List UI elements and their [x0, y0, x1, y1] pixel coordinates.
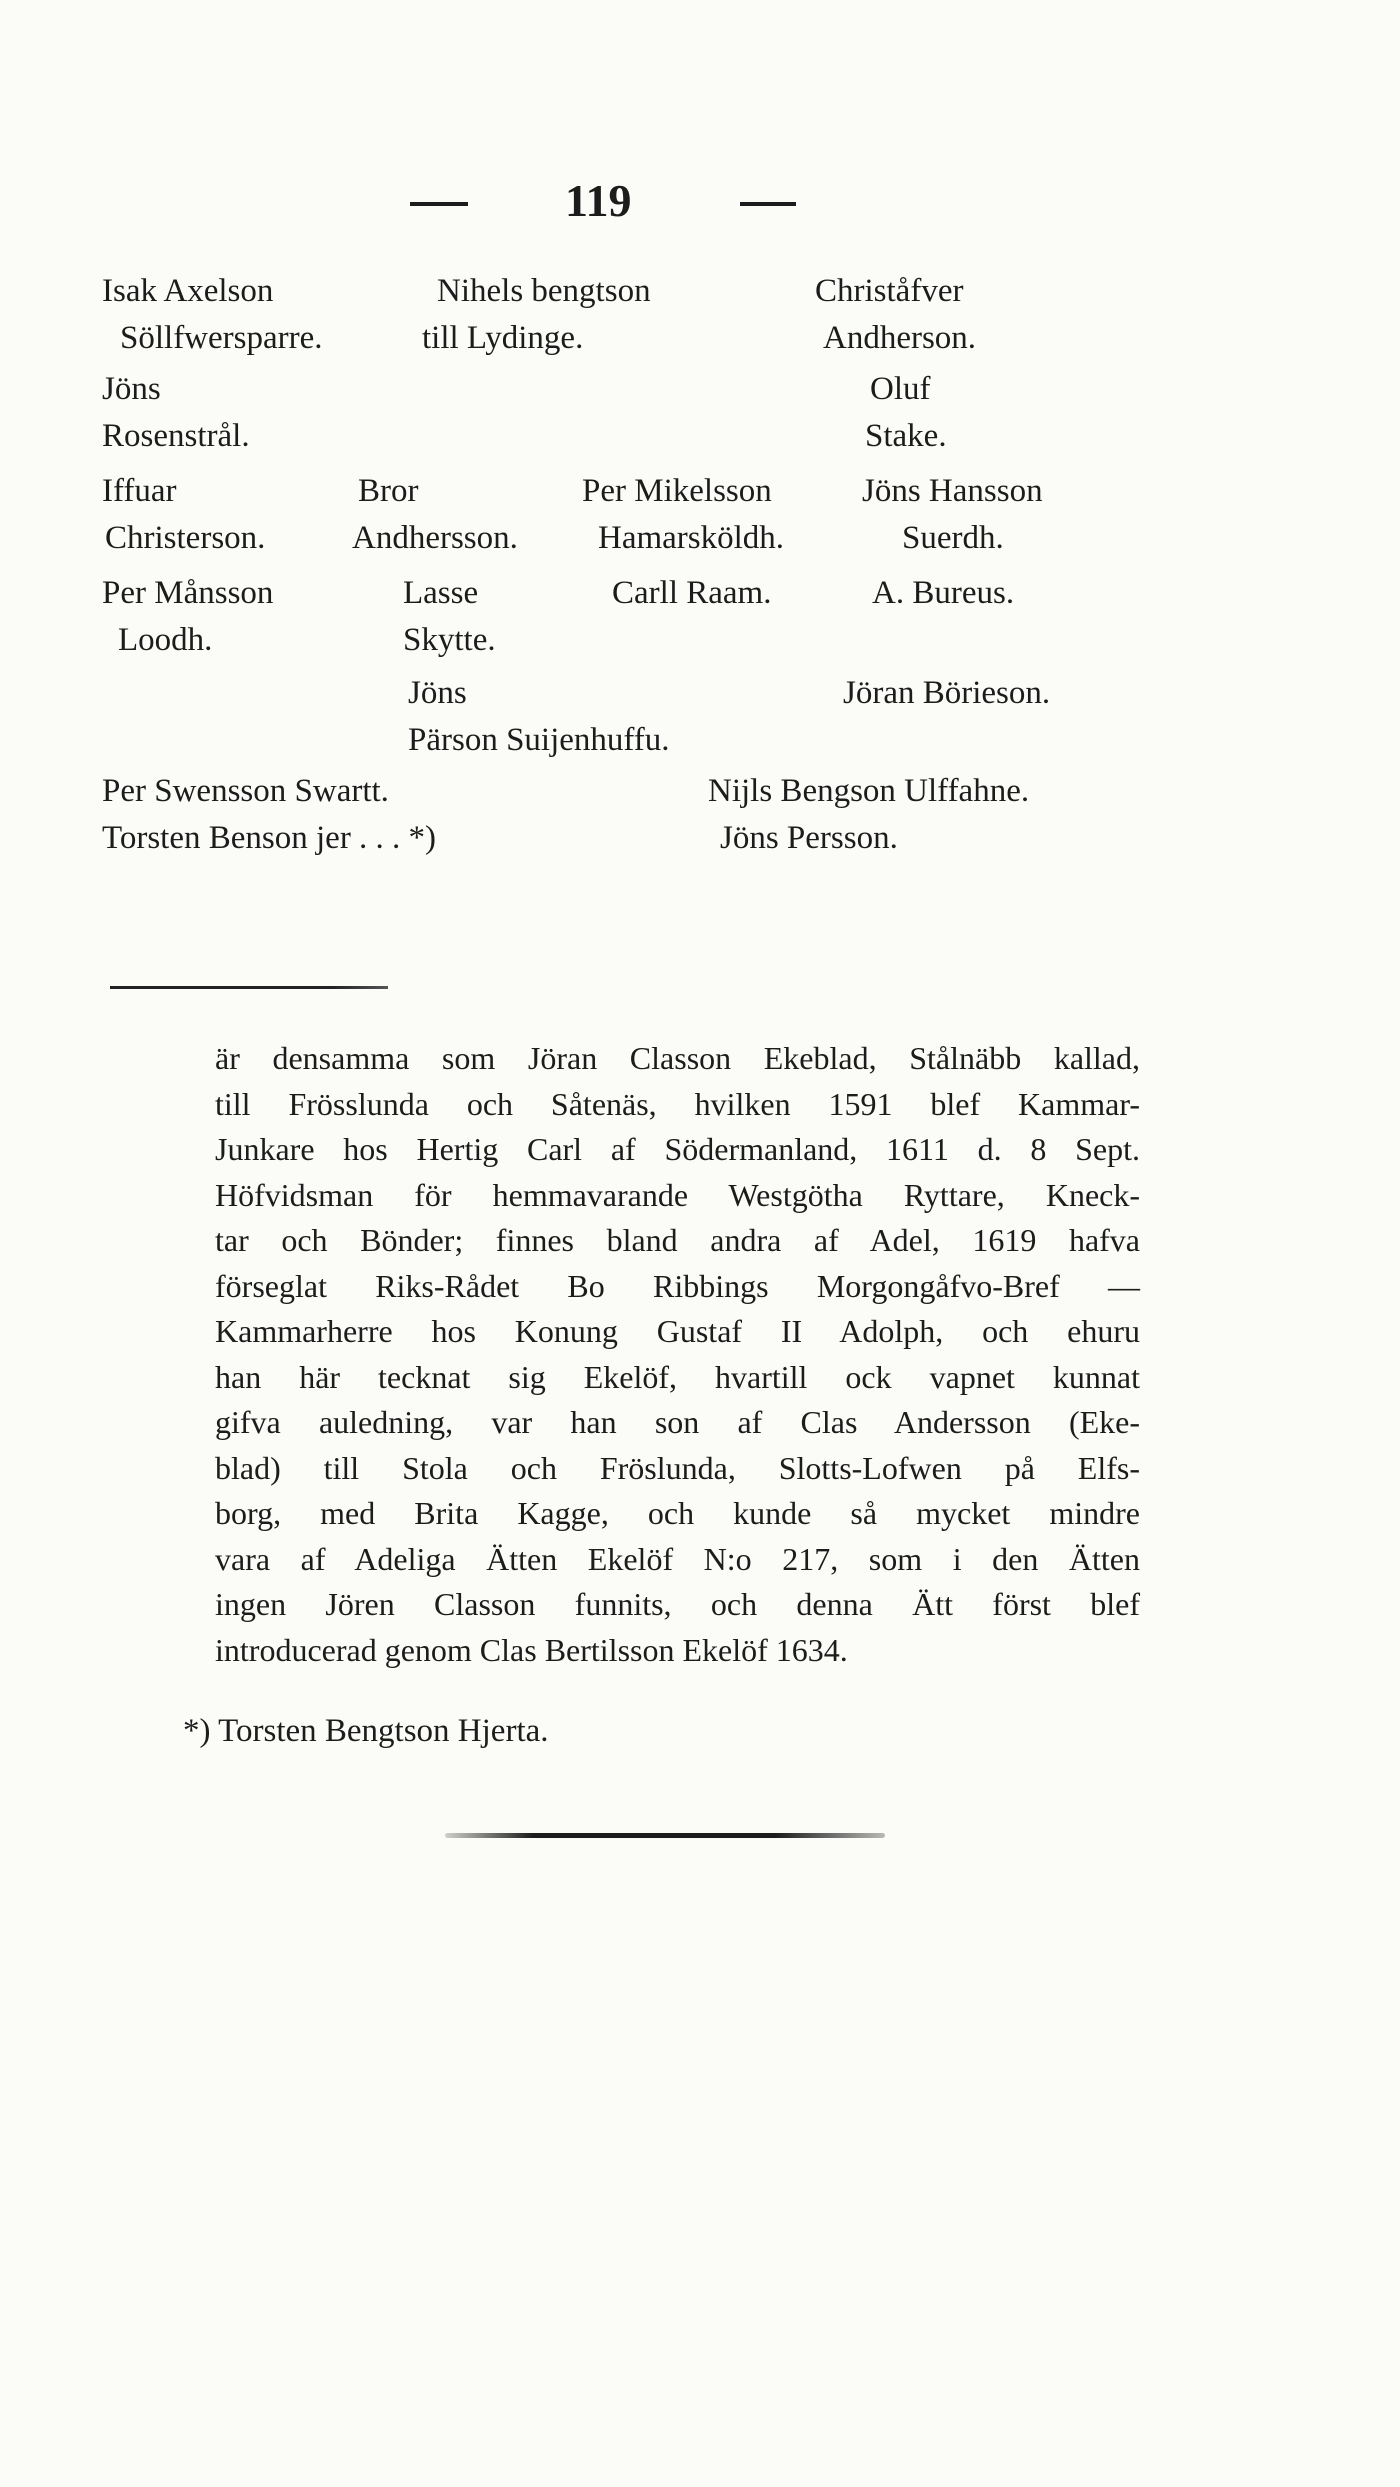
body-line: blad) till Stola och Fröslunda, Slotts-Lofwen på Elfs-	[215, 1449, 1140, 1486]
name-per-mansson-family: Loodh.	[118, 622, 213, 658]
name-torsten-benson: Torsten Benson jer . . . *)	[102, 820, 437, 856]
name-christafver-family: Andherson.	[823, 320, 977, 356]
name-niels: Nihels bengtson	[437, 273, 651, 309]
separator-rule-bottom	[445, 1833, 885, 1838]
name-lasse-family: Skytte.	[403, 622, 496, 658]
name-nijls-bengson: Nijls Bengson Ulffahne.	[708, 773, 1030, 809]
name-jons-hansson-family: Suerdh.	[902, 520, 1004, 556]
body-line: Höfvidsman för hemmavarande Westgötha Ryttare, Kneck-	[215, 1176, 1140, 1213]
name-iffuar: Iffuar	[102, 473, 177, 509]
page-number: 119	[565, 175, 632, 226]
body-line: gifva auledning, var han son af Clas Andersson (Eke-	[215, 1404, 1140, 1440]
name-per-mikelsson-family: Hamarsköldh.	[598, 520, 785, 556]
name-iffuar-family: Christerson.	[105, 520, 266, 556]
body-line: förseglat Riks-Rådet Bo Ribbings Morgongåfvo-Bref —	[215, 1267, 1140, 1304]
name-niels-place: till Lydinge.	[422, 320, 584, 356]
name-jons-hansson: Jöns Hansson	[862, 473, 1043, 509]
name-christafver: Christåfver	[815, 273, 964, 309]
name-isak-family: Söllfwersparre.	[120, 320, 323, 356]
name-jons-p: Jöns	[408, 675, 467, 711]
name-bror: Bror	[358, 473, 419, 509]
body-line: tar och Bönder; finnes bland andra af Adel, 1619 hafva	[215, 1222, 1140, 1258]
separator-rule-top	[110, 986, 388, 989]
header-dash-left	[410, 202, 468, 206]
body-line: han här tecknat sig Ekelöf, hvartill ock vapnet kunnat	[215, 1358, 1140, 1395]
name-joran-borieson: Jöran Börieson.	[843, 675, 1051, 711]
body-line: till Frösslunda och Såtenäs, hvilken 1591 blef Kammar-	[215, 1085, 1140, 1122]
body-line: introducerad genom Clas Bertilsson Ekelöf 1634.	[215, 1631, 848, 1668]
body-line: Kammarherre hos Konung Gustaf II Adolph, och ehuru	[215, 1313, 1140, 1349]
body-line: är densamma som Jöran Classon Ekeblad, Stålnäbb kallad,	[215, 1040, 1140, 1076]
body-paragraph	[215, 1036, 1140, 1673]
name-jons-r: Jöns	[102, 371, 161, 407]
name-per-swensson: Per Swensson Swartt.	[102, 773, 389, 809]
name-per-mansson: Per Månsson	[102, 575, 274, 611]
name-jons-persson: Jöns Persson.	[720, 820, 898, 856]
name-carll-raam: Carll Raam.	[612, 575, 772, 611]
name-bror-family: Andhersson.	[352, 520, 518, 556]
header-dash-right	[740, 202, 796, 206]
body-line: Junkare hos Hertig Carl af Södermanland, 1611 d. 8 Sept.	[215, 1131, 1140, 1167]
name-jons-r-family: Rosenstrål.	[102, 418, 250, 454]
name-oluf: Oluf	[870, 371, 931, 407]
name-per-mikelsson: Per Mikelsson	[582, 473, 772, 509]
body-line: ingen Jören Classon funnits, och denna Ätt först blef	[215, 1586, 1140, 1622]
name-bureus: A. Bureus.	[872, 575, 1015, 611]
footnote: *) Torsten Bengtson Hjerta.	[183, 1713, 549, 1749]
name-lasse: Lasse	[403, 575, 479, 611]
body-line: borg, med Brita Kagge, och kunde så mycket mindre	[215, 1495, 1140, 1531]
name-isak: Isak Axelson	[102, 273, 274, 309]
body-line: vara af Adeliga Ätten Ekelöf N:o 217, som i den Ätten	[215, 1540, 1140, 1577]
name-oluf-family: Stake.	[865, 418, 947, 454]
name-jons-p-family: Pärson Suijenhuffu.	[408, 722, 670, 758]
